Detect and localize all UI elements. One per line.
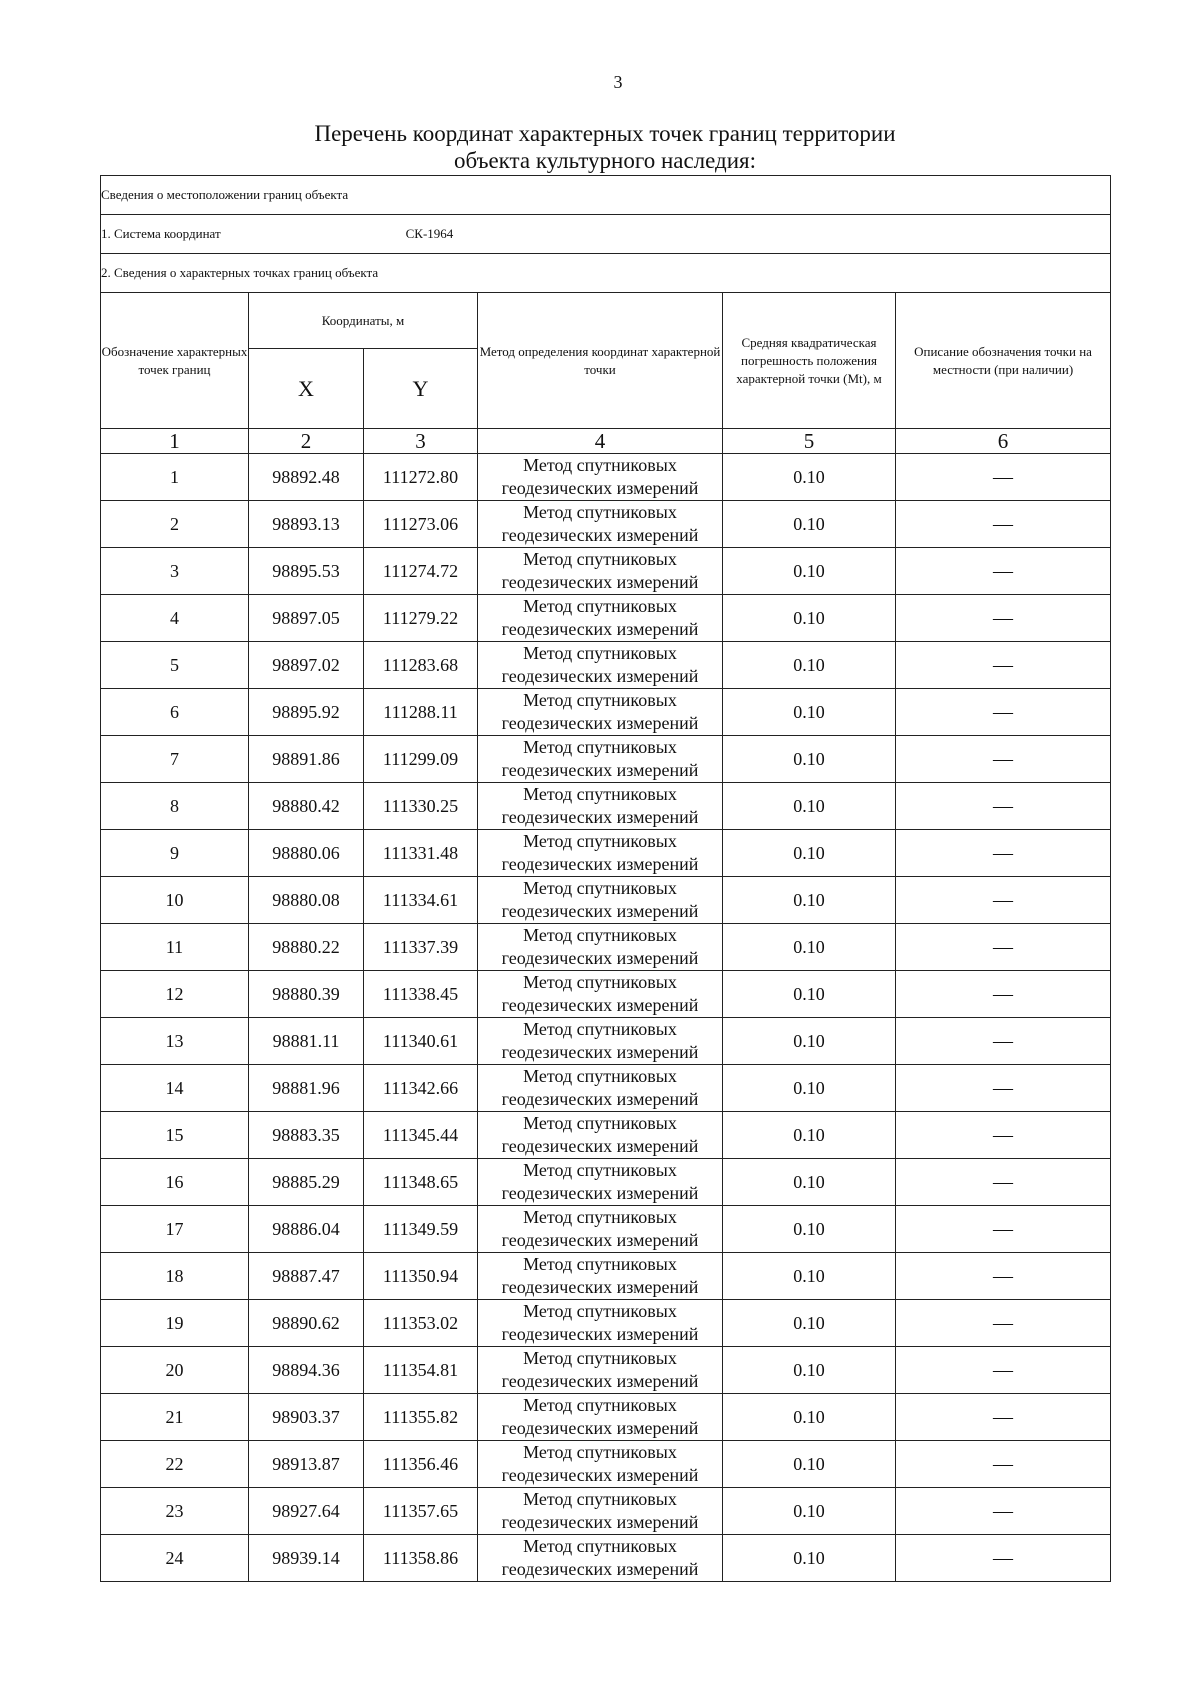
points-section-label: 2. Сведения о характерных точках границ объекта	[101, 254, 1111, 293]
y-coordinate-cell: 111345.44	[364, 1112, 478, 1159]
column-number: 4	[478, 429, 723, 454]
description-cell: —	[896, 1112, 1111, 1159]
table-row	[101, 1300, 1111, 1347]
column-number: 1	[101, 429, 249, 454]
x-coordinate-cell: 98885.29	[249, 1159, 364, 1206]
error-cell: 0.10	[723, 689, 896, 736]
method-line-2: геодезических измерений	[501, 1089, 699, 1109]
method-line-2: геодезических измерений	[501, 854, 699, 874]
y-coordinate-cell: 111331.48	[364, 830, 478, 877]
y-coordinate-cell: 111337.39	[364, 924, 478, 971]
header-x: X	[249, 349, 364, 429]
error-cell: 0.10	[723, 877, 896, 924]
description-cell: —	[896, 924, 1111, 971]
method-line-2: геодезических измерений	[501, 713, 699, 733]
method-line-2: геодезических измерений	[501, 1324, 699, 1344]
column-number-row	[101, 429, 1111, 454]
method-line-2: геодезических измерений	[501, 1559, 699, 1579]
x-coordinate-cell: 98927.64	[249, 1488, 364, 1535]
header-method: Метод определения координат характерной точки	[478, 293, 723, 429]
method-line-2: геодезических измерений	[501, 948, 699, 968]
y-coordinate-cell: 111330.25	[364, 783, 478, 830]
error-cell: 0.10	[723, 454, 896, 501]
method-line-2: геодезических измерений	[501, 1136, 699, 1156]
method-cell	[478, 1347, 723, 1394]
method-line-1: Метод спутниковых	[523, 502, 677, 522]
method-cell	[478, 642, 723, 689]
method-line-1: Метод спутниковых	[523, 1207, 677, 1227]
method-cell	[478, 783, 723, 830]
method-cell	[478, 830, 723, 877]
method-line-2: геодезических измерений	[501, 1371, 699, 1391]
point-number-cell: 20	[101, 1347, 249, 1394]
table-row	[101, 1065, 1111, 1112]
description-cell: —	[896, 454, 1111, 501]
error-cell: 0.10	[723, 501, 896, 548]
y-coordinate-cell: 111350.94	[364, 1253, 478, 1300]
point-number-cell: 16	[101, 1159, 249, 1206]
method-line-2: геодезических измерений	[501, 1465, 699, 1485]
error-cell: 0.10	[723, 1300, 896, 1347]
error-cell: 0.10	[723, 1206, 896, 1253]
method-line-2: геодезических измерений	[501, 666, 699, 686]
title-line-2: объекта культурного наследия:	[453, 148, 757, 173]
title-line-1: Перечень координат характерных точек границ территории	[314, 121, 896, 146]
method-cell	[478, 877, 723, 924]
description-cell: —	[896, 548, 1111, 595]
error-cell: 0.10	[723, 1159, 896, 1206]
y-coordinate-cell: 111358.86	[364, 1535, 478, 1582]
description-cell: —	[896, 501, 1111, 548]
method-line-1: Метод спутниковых	[523, 455, 677, 475]
description-cell: —	[896, 736, 1111, 783]
location-section-label: Сведения о местоположении границ объекта	[101, 176, 1111, 215]
table-row	[101, 501, 1111, 548]
method-cell	[478, 1206, 723, 1253]
method-cell	[478, 1112, 723, 1159]
column-number: 3	[364, 429, 478, 454]
method-cell	[478, 454, 723, 501]
method-cell	[478, 1488, 723, 1535]
error-cell: 0.10	[723, 924, 896, 971]
error-cell: 0.10	[723, 1441, 896, 1488]
method-line-1: Метод спутниковых	[523, 690, 677, 710]
column-number: 5	[723, 429, 896, 454]
method-cell	[478, 501, 723, 548]
column-number: 2	[249, 429, 364, 454]
point-number-cell: 22	[101, 1441, 249, 1488]
point-number-cell: 3	[101, 548, 249, 595]
error-cell: 0.10	[723, 1535, 896, 1582]
y-coordinate-cell: 111338.45	[364, 971, 478, 1018]
description-cell: —	[896, 783, 1111, 830]
table-row	[101, 877, 1111, 924]
y-coordinate-cell: 111273.06	[364, 501, 478, 548]
description-cell: —	[896, 1347, 1111, 1394]
table-row	[101, 783, 1111, 830]
point-number-cell: 12	[101, 971, 249, 1018]
table-row	[101, 548, 1111, 595]
header-error: Средняя квадратическая погрешность положения характерной точки (Mt), м	[723, 293, 896, 429]
points-section-row	[101, 254, 1111, 293]
error-cell: 0.10	[723, 642, 896, 689]
y-coordinate-cell: 111299.09	[364, 736, 478, 783]
point-number-cell: 21	[101, 1394, 249, 1441]
method-cell	[478, 595, 723, 642]
y-coordinate-cell: 111355.82	[364, 1394, 478, 1441]
point-number-cell: 9	[101, 830, 249, 877]
table-row	[101, 454, 1111, 501]
y-coordinate-cell: 111334.61	[364, 877, 478, 924]
point-number-cell: 8	[101, 783, 249, 830]
point-number-cell: 4	[101, 595, 249, 642]
table-row	[101, 1347, 1111, 1394]
table-row	[101, 689, 1111, 736]
method-line-1: Метод спутниковых	[523, 925, 677, 945]
description-cell: —	[896, 830, 1111, 877]
x-coordinate-cell: 98887.47	[249, 1253, 364, 1300]
y-coordinate-cell: 111357.65	[364, 1488, 478, 1535]
error-cell: 0.10	[723, 830, 896, 877]
method-line-1: Метод спутниковых	[523, 1395, 677, 1415]
table-row	[101, 1441, 1111, 1488]
method-line-1: Метод спутниковых	[523, 737, 677, 757]
table-row	[101, 1253, 1111, 1300]
description-cell: —	[896, 1253, 1111, 1300]
point-number-cell: 24	[101, 1535, 249, 1582]
x-coordinate-cell: 98893.13	[249, 501, 364, 548]
table-row	[101, 1206, 1111, 1253]
point-number-cell: 13	[101, 1018, 249, 1065]
method-line-1: Метод спутниковых	[523, 1442, 677, 1462]
page-number: 3	[613, 72, 623, 92]
table-row	[101, 642, 1111, 689]
method-cell	[478, 924, 723, 971]
method-cell	[478, 1535, 723, 1582]
method-line-1: Метод спутниковых	[523, 1019, 677, 1039]
method-line-2: геодезических измерений	[501, 760, 699, 780]
method-line-2: геодезических измерений	[501, 1230, 699, 1250]
y-coordinate-cell: 111348.65	[364, 1159, 478, 1206]
y-coordinate-cell: 111342.66	[364, 1065, 478, 1112]
method-line-1: Метод спутниковых	[523, 1348, 677, 1368]
error-cell: 0.10	[723, 1018, 896, 1065]
x-coordinate-cell: 98881.96	[249, 1065, 364, 1112]
header-y: Y	[364, 349, 478, 429]
table-row	[101, 595, 1111, 642]
table-row	[101, 736, 1111, 783]
description-cell: —	[896, 971, 1111, 1018]
x-coordinate-cell: 98880.06	[249, 830, 364, 877]
error-cell: 0.10	[723, 736, 896, 783]
table-row	[101, 1018, 1111, 1065]
method-line-1: Метод спутниковых	[523, 1536, 677, 1556]
table-row	[101, 830, 1111, 877]
point-number-cell: 6	[101, 689, 249, 736]
description-cell: —	[896, 1535, 1111, 1582]
table-row	[101, 1488, 1111, 1535]
method-cell	[478, 971, 723, 1018]
method-line-1: Метод спутниковых	[523, 643, 677, 663]
description-cell: —	[896, 1441, 1111, 1488]
method-line-2: геодезических измерений	[501, 995, 699, 1015]
x-coordinate-cell: 98895.53	[249, 548, 364, 595]
point-number-cell: 14	[101, 1065, 249, 1112]
point-number-cell: 19	[101, 1300, 249, 1347]
error-cell: 0.10	[723, 1065, 896, 1112]
x-coordinate-cell: 98891.86	[249, 736, 364, 783]
method-line-1: Метод спутниковых	[523, 549, 677, 569]
table-row	[101, 1159, 1111, 1206]
column-number: 6	[896, 429, 1111, 454]
error-cell: 0.10	[723, 783, 896, 830]
method-line-2: геодезических измерений	[501, 1512, 699, 1532]
description-cell: —	[896, 642, 1111, 689]
method-line-1: Метод спутниковых	[523, 1489, 677, 1509]
method-line-2: геодезических измерений	[501, 1277, 699, 1297]
method-line-1: Метод спутниковых	[523, 1113, 677, 1133]
x-coordinate-cell: 98913.87	[249, 1441, 364, 1488]
x-coordinate-cell: 98939.14	[249, 1535, 364, 1582]
coord-system-label: 1. Система координат	[101, 226, 221, 241]
coord-system-value: СК-1964	[405, 226, 454, 241]
description-cell: —	[896, 595, 1111, 642]
method-cell	[478, 1065, 723, 1112]
x-coordinate-cell: 98894.36	[249, 1347, 364, 1394]
description-cell: —	[896, 1159, 1111, 1206]
location-section-row	[101, 176, 1111, 215]
y-coordinate-cell: 111340.61	[364, 1018, 478, 1065]
error-cell: 0.10	[723, 971, 896, 1018]
table-row	[101, 971, 1111, 1018]
error-cell: 0.10	[723, 548, 896, 595]
header-row-1	[101, 293, 1111, 349]
method-cell	[478, 1253, 723, 1300]
table-row	[101, 1535, 1111, 1582]
point-number-cell: 5	[101, 642, 249, 689]
method-cell	[478, 1394, 723, 1441]
description-cell: —	[896, 1206, 1111, 1253]
method-cell	[478, 1441, 723, 1488]
method-line-1: Метод спутниковых	[523, 1301, 677, 1321]
y-coordinate-cell: 111274.72	[364, 548, 478, 595]
coord-system-row	[101, 215, 1111, 254]
point-number-cell: 1	[101, 454, 249, 501]
y-coordinate-cell: 111272.80	[364, 454, 478, 501]
y-coordinate-cell: 111279.22	[364, 595, 478, 642]
y-coordinate-cell: 111353.02	[364, 1300, 478, 1347]
method-line-1: Метод спутниковых	[523, 831, 677, 851]
method-cell	[478, 1159, 723, 1206]
method-line-1: Метод спутниковых	[523, 1066, 677, 1086]
point-number-cell: 15	[101, 1112, 249, 1159]
x-coordinate-cell: 98890.62	[249, 1300, 364, 1347]
point-number-cell: 10	[101, 877, 249, 924]
method-line-2: геодезических измерений	[501, 901, 699, 921]
error-cell: 0.10	[723, 1347, 896, 1394]
coord-system-cell	[101, 215, 1111, 254]
description-cell: —	[896, 1065, 1111, 1112]
x-coordinate-cell: 98883.35	[249, 1112, 364, 1159]
method-cell	[478, 736, 723, 783]
header-coordinates: Координаты, м	[249, 293, 478, 349]
method-line-2: геодезических измерений	[501, 807, 699, 827]
description-cell: —	[896, 1018, 1111, 1065]
point-number-cell: 11	[101, 924, 249, 971]
y-coordinate-cell: 111288.11	[364, 689, 478, 736]
x-coordinate-cell: 98880.42	[249, 783, 364, 830]
document-title	[100, 120, 1110, 174]
x-coordinate-cell: 98895.92	[249, 689, 364, 736]
method-line-2: геодезических измерений	[501, 572, 699, 592]
error-cell: 0.10	[723, 595, 896, 642]
y-coordinate-cell: 111349.59	[364, 1206, 478, 1253]
description-cell: —	[896, 689, 1111, 736]
method-line-2: геодезических измерений	[501, 1418, 699, 1438]
error-cell: 0.10	[723, 1112, 896, 1159]
description-cell: —	[896, 1394, 1111, 1441]
coordinates-table	[100, 175, 1111, 1582]
method-cell	[478, 689, 723, 736]
x-coordinate-cell: 98880.22	[249, 924, 364, 971]
x-coordinate-cell: 98903.37	[249, 1394, 364, 1441]
method-line-1: Метод спутниковых	[523, 1160, 677, 1180]
method-line-2: геодезических измерений	[501, 525, 699, 545]
table-row	[101, 1394, 1111, 1441]
error-cell: 0.10	[723, 1488, 896, 1535]
x-coordinate-cell: 98897.02	[249, 642, 364, 689]
method-line-1: Метод спутниковых	[523, 1254, 677, 1274]
x-coordinate-cell: 98880.08	[249, 877, 364, 924]
description-cell: —	[896, 877, 1111, 924]
method-line-2: геодезических измерений	[501, 1183, 699, 1203]
point-number-cell: 2	[101, 501, 249, 548]
x-coordinate-cell: 98886.04	[249, 1206, 364, 1253]
x-coordinate-cell: 98897.05	[249, 595, 364, 642]
point-number-cell: 23	[101, 1488, 249, 1535]
header-description: Описание обозначения точки на местности (при наличии)	[896, 293, 1111, 429]
method-cell	[478, 1300, 723, 1347]
table-row	[101, 924, 1111, 971]
y-coordinate-cell: 111354.81	[364, 1347, 478, 1394]
error-cell: 0.10	[723, 1394, 896, 1441]
error-cell: 0.10	[723, 1253, 896, 1300]
method-cell	[478, 1018, 723, 1065]
method-cell	[478, 548, 723, 595]
method-line-1: Метод спутниковых	[523, 972, 677, 992]
x-coordinate-cell: 98880.39	[249, 971, 364, 1018]
header-designation: Обозначение характерных точек границ	[101, 293, 249, 429]
description-cell: —	[896, 1300, 1111, 1347]
point-number-cell: 17	[101, 1206, 249, 1253]
method-line-2: геодезических измерений	[501, 478, 699, 498]
method-line-1: Метод спутниковых	[523, 596, 677, 616]
y-coordinate-cell: 111283.68	[364, 642, 478, 689]
method-line-1: Метод спутниковых	[523, 878, 677, 898]
x-coordinate-cell: 98892.48	[249, 454, 364, 501]
x-coordinate-cell: 98881.11	[249, 1018, 364, 1065]
method-line-2: геодезических измерений	[501, 619, 699, 639]
description-cell: —	[896, 1488, 1111, 1535]
method-line-1: Метод спутниковых	[523, 784, 677, 804]
point-number-cell: 7	[101, 736, 249, 783]
method-line-2: геодезических измерений	[501, 1042, 699, 1062]
y-coordinate-cell: 111356.46	[364, 1441, 478, 1488]
table-row	[101, 1112, 1111, 1159]
point-number-cell: 18	[101, 1253, 249, 1300]
